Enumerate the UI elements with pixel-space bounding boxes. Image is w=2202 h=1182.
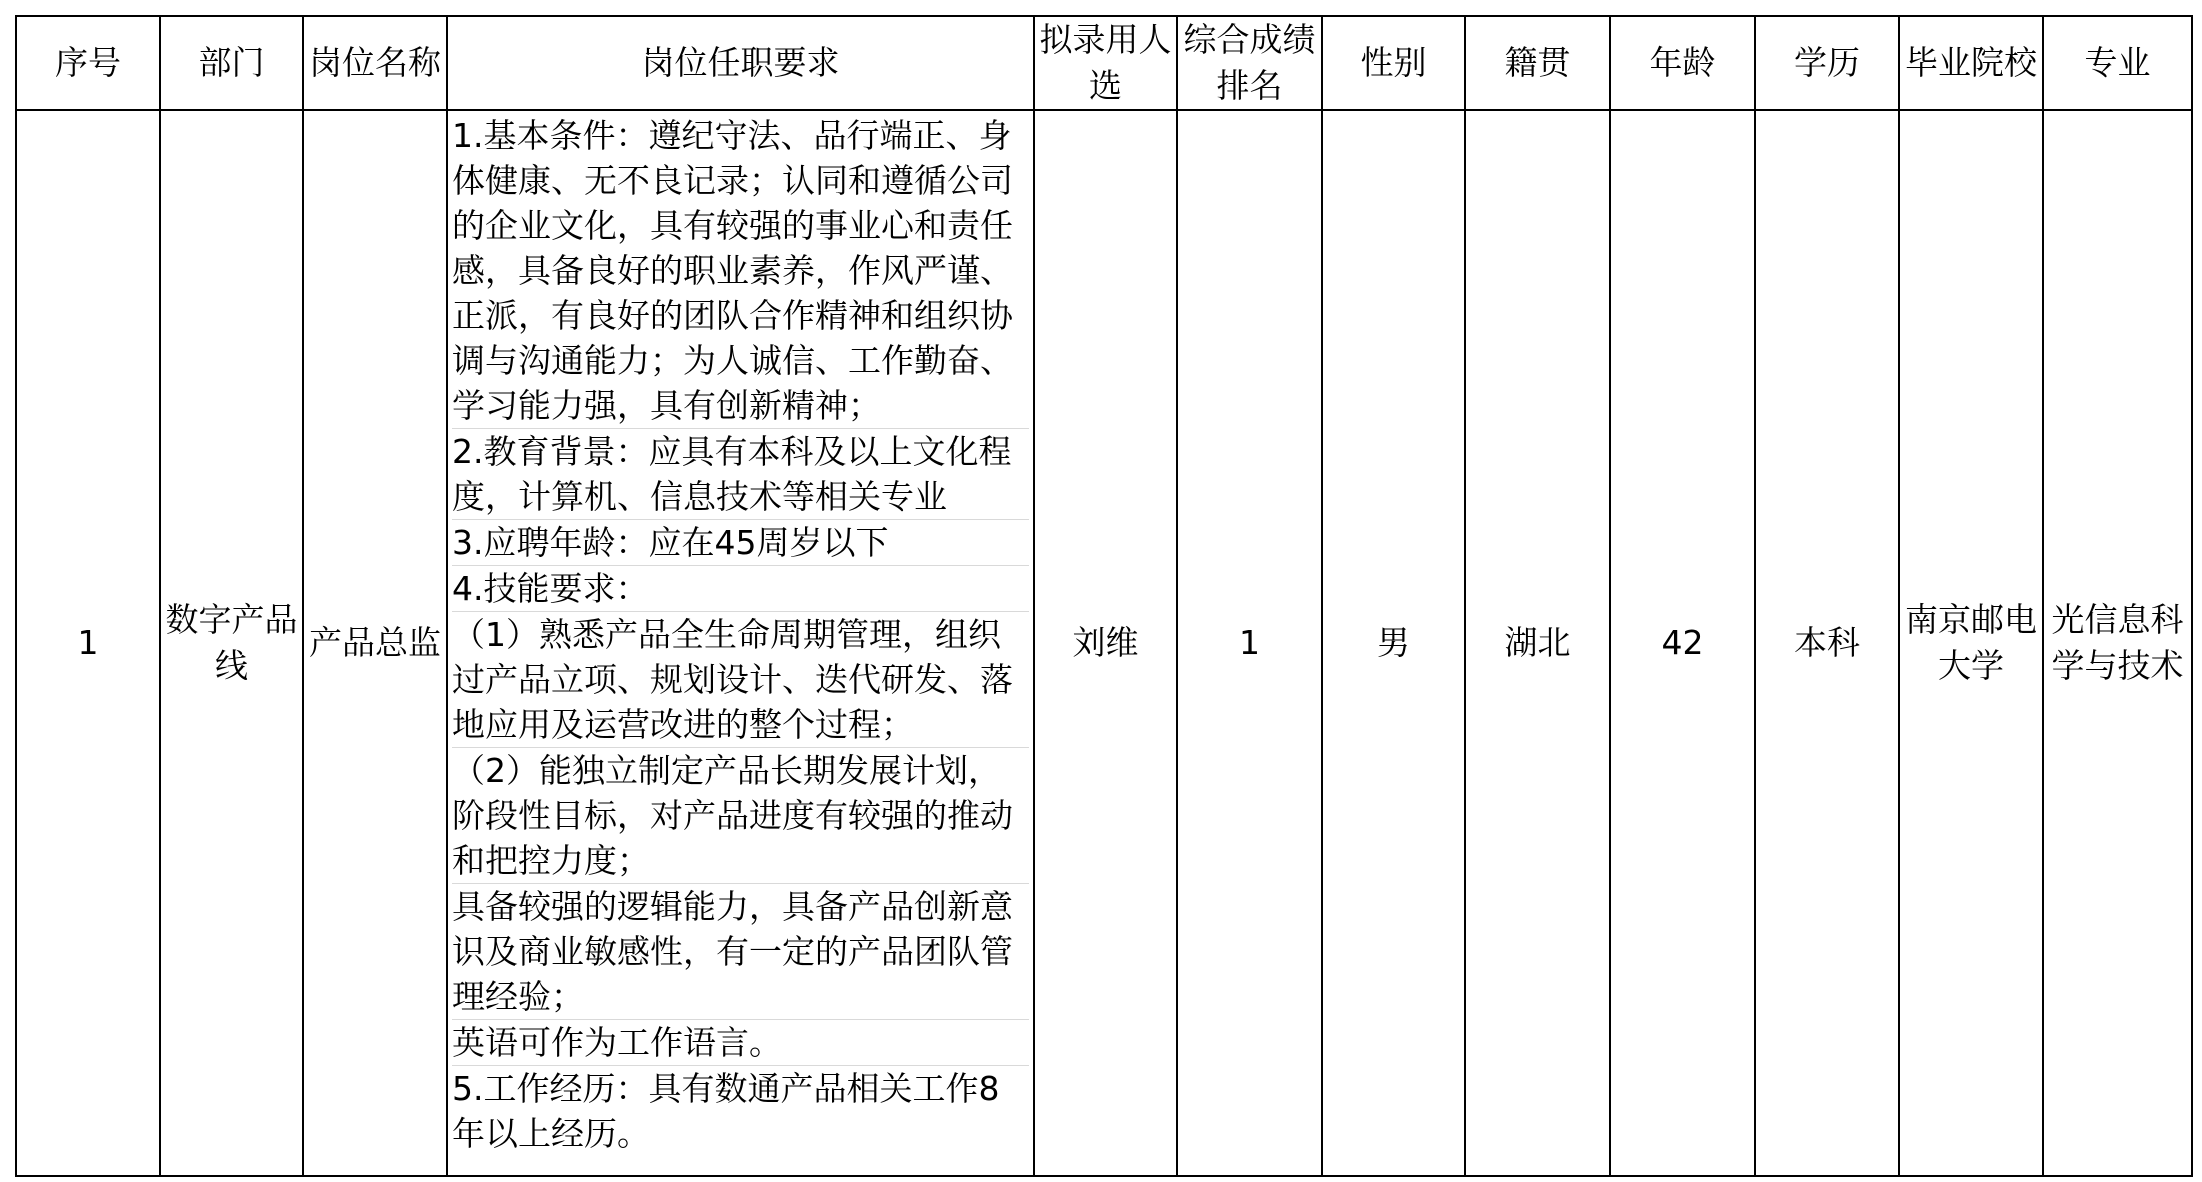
header-department: 部门: [160, 16, 303, 110]
cell-age: 42: [1610, 110, 1755, 1176]
header-major: 专业: [2043, 16, 2192, 110]
recruitment-table: [15, 15, 2193, 1177]
cell-index: 1: [16, 110, 160, 1176]
header-candidate: 拟录用人选: [1034, 16, 1177, 110]
requirement-line: 英语可作为工作语言。: [452, 1020, 1029, 1066]
header-school: 毕业院校: [1899, 16, 2043, 110]
header-education: 学历: [1755, 16, 1899, 110]
cell-department: 数字产品线: [160, 110, 303, 1176]
cell-rank: 1: [1177, 110, 1322, 1176]
cell-origin: 湖北: [1465, 110, 1610, 1176]
header-rank: 综合成绩排名: [1177, 16, 1322, 110]
cell-school: 南京邮电大学: [1899, 110, 2043, 1176]
header-position: 岗位名称: [303, 16, 447, 110]
header-index: 序号: [16, 16, 160, 110]
requirement-line: 2.教育背景：应具有本科及以上文化程度，计算机、信息技术等相关专业: [452, 429, 1029, 520]
requirement-line: 4.技能要求：: [452, 566, 1029, 612]
cell-position: 产品总监: [303, 110, 447, 1176]
header-gender: 性别: [1322, 16, 1465, 110]
requirement-line: 5.工作经历：具有数通产品相关工作8年以上经历。: [452, 1069, 1000, 1153]
requirement-line: （2）能独立制定产品长期发展计划，阶段性目标，对产品进度有较强的推动和把控力度；: [452, 748, 1029, 884]
header-origin: 籍贯: [1465, 16, 1610, 110]
cell-gender: 男: [1322, 110, 1465, 1176]
requirement-line: 3.应聘年龄：应在45周岁以下: [452, 520, 1029, 566]
header-age: 年龄: [1610, 16, 1755, 110]
cell-education: 本科: [1755, 110, 1899, 1176]
cell-requirements: [447, 110, 1034, 1176]
requirement-line: 1.基本条件：遵纪守法、品行端正、身体健康、无不良记录；认同和遵循公司的企业文化，具有较强的事业心和责任感，具备良好的职业素养，作风严谨、正派，有良好的团队合作精神和组织协调与沟通能力；为人诚信、工作勤奋、学习能力强，具有创新精神；: [452, 113, 1029, 429]
requirement-line: 具备较强的逻辑能力，具备产品创新意识及商业敏感性，有一定的产品团队管理经验；: [452, 884, 1029, 1020]
cell-candidate: 刘维: [1034, 110, 1177, 1176]
header-row: [16, 16, 2192, 110]
cell-major: 光信息科学与技术: [2043, 110, 2192, 1176]
table-row: [16, 110, 2192, 1176]
header-requirements: 岗位任职要求: [447, 16, 1034, 110]
requirement-line: （1）熟悉产品全生命周期管理，组织过产品立项、规划设计、迭代研发、落地应用及运营改进的整个过程；: [452, 612, 1029, 748]
